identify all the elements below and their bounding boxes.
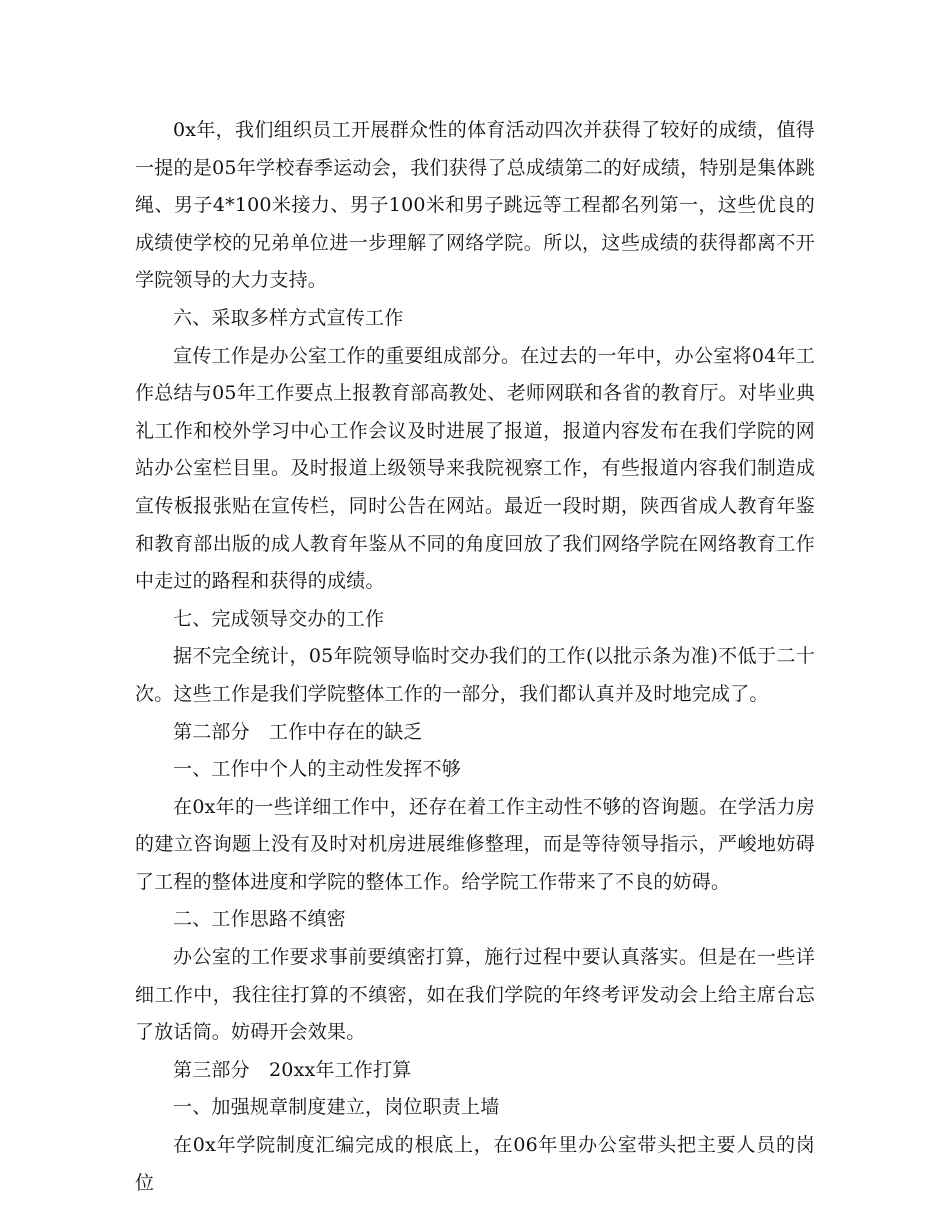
paragraph-planning: 办公室的工作要求事前要缜密打算，施行过程中要认真落实。但是在一些详细工作中，我往往打算的不缜密，如在我们学院的年终考评发动会上给主席台忘了放话筒。妨碍开会效果。: [135, 946, 815, 1044]
paragraph-publicity-work: 宣传工作是办公室工作的重要组成部分。在过去的一年中，办公室将04年工作总结与05年工作要点上报教育部高教处、老师网联和各省的教育厅。对毕业典礼工作和校外学习中心工作会议及时进展了报道，报道内容发布在我们学院的网站办公室栏目里。及时报道上级领导来我院视察工作，有些报道内容我们制造成宣传板报张贴在宣传栏，同时公告在网站。最近一段时期，陕西省成人教育年鉴和教育部出版的成人教育年鉴从不同的角度回放了我们网络学院在网络教育工作中走过的路程和获得的成绩。: [135, 344, 815, 593]
part-heading-work-plan: 第三部分 20xx年工作打算: [173, 1058, 412, 1081]
document-body: [135, 112, 815, 1202]
section-heading-initiative: 一、工作中个人的主动性发挥不够: [173, 758, 462, 781]
section-heading-planning: 二、工作思路不缜密: [173, 908, 346, 931]
paragraph-regulations: 在0x年学院制度汇编完成的根底上，在06年里办公室带头把主要人员的岗位: [135, 1134, 815, 1194]
paragraph-initiative: 在0x年的一些详细工作中，还存在着工作主动性不够的咨询题。在学活力房的建立咨询题上没有及时对机房进展维修整理，而是等待领导指示，严峻地妨碍了工程的整体进度和学院的整体工作。给学院工作带来了不良的妨碍。: [135, 795, 815, 893]
section-heading-publicity: 六、采取多样方式宣传工作: [173, 306, 404, 329]
section-heading-regulations: 一、加强规章制度建立，岗位职责上墙: [173, 1096, 500, 1119]
paragraph-assigned-work: 据不完全统计，05年院领导临时交办我们的工作(以批示条为准)不低于二十次。这些工作是我们学院整体工作的一部分，我们都认真并及时地完成了。: [135, 645, 815, 705]
paragraph-sports-achievements: 0x年，我们组织员工开展群众性的体育活动四次并获得了较好的成绩，值得一提的是05年学校春季运动会，我们获得了总成绩第二的好成绩，特别是集体跳绳、男子4*100米接力、男子100米和男子跳远等工程都名列第一，这些优良的成绩使学校的兄弟单位进一步理解了网络学院。所以，这些成绩的获得都离不开学院领导的大力支持。: [135, 119, 815, 292]
part-heading-shortcomings: 第二部分 工作中存在的缺乏: [173, 720, 423, 743]
section-heading-assigned-work: 七、完成领导交办的工作: [173, 607, 385, 630]
